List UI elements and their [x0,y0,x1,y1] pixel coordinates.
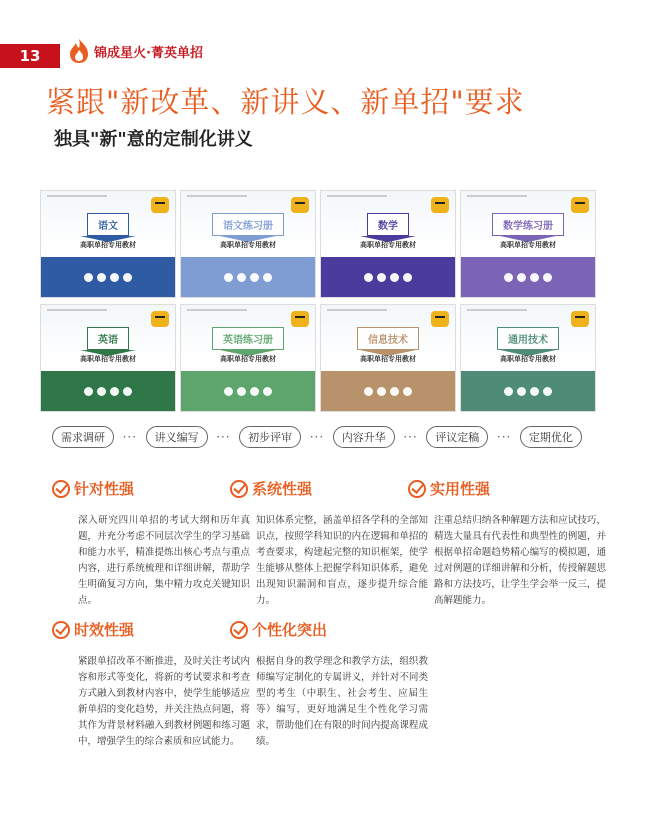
book-label: 高职单招专用教材 [500,355,556,363]
flame-logo-icon [68,38,90,64]
mascot-icon [571,197,589,213]
book-label: 高职单招专用教材 [360,355,416,363]
book-cover [460,190,596,298]
check-circle-icon [230,621,248,639]
feature-body: 知识体系完整，涵盖单招各学科的全部知识点，按照学科知识的内在逻辑和单招的考查要求，构建起完整的知识框架，使学生能够从整体上把握学科知识体系，避免出现知识漏洞和盲点，逐步提升综合能力。 [256,515,428,606]
mascot-icon [291,197,309,213]
book-grid [40,190,596,412]
process-step: 需求调研 [52,426,114,448]
check-circle-icon [230,480,248,498]
feature-body: 紧跟单招改革不断推进，及时关注考试内容和形式等变化，将新的考试要求和考查方式融入到教材内容中，使学生能够适应新单招的变化趋势，并关注热点问题，将其作为背景材料融入到教材例题和练习题中，增强学生的综合素质和应试能力。 [78,656,250,747]
page-number: 13 [0,44,60,68]
cover-color-band [321,371,455,411]
connector-dots: ··· [216,430,231,444]
book-label: 高职单招专用教材 [360,241,416,249]
feature-title: 个性化突出 [252,621,328,639]
main-title: 紧跟"新改革、新讲义、新单招"要求 [46,85,525,119]
mascot-icon [431,311,449,327]
book-cover [40,304,176,412]
cover-color-band [321,257,455,297]
book-label: 高职单招专用教材 [220,355,276,363]
connector-dots: ··· [403,430,418,444]
cover-color-band [41,257,175,297]
book-label: 高职单招专用教材 [80,355,136,363]
connector-dots: ··· [122,430,138,444]
book-subject: 语文 [87,213,129,236]
cover-header-line [187,309,247,311]
mascot-icon [151,197,169,213]
book-subject: 通用技术 [497,327,559,350]
cover-header-line [467,309,527,311]
cover-color-band [181,257,315,297]
process-step: 评议定稿 [426,426,488,448]
check-circle-icon [52,621,70,639]
book-cover [40,190,176,298]
sub-title: 独具"新"意的定制化讲义 [54,129,253,150]
feature-body: 深入研究四川单招的考试大纲和历年真题，并充分考虑不同层次学生的学习基础和能力水平，精准提炼出核心考点与重点内容，进行系统梳理和详细讲解，帮助学生明确复习方向，集中精力攻克关键知识点。 [78,515,250,606]
book-subject: 英语 [87,327,129,350]
check-circle-icon [52,480,70,498]
cover-header-line [327,195,387,197]
feature-body: 注重总结归纳各种解题方法和应试技巧，精选大量具有代表性和典型性的例题，并根据单招命题趋势精心编写的模拟题，通过对例题的详细讲解和分析，传授解题思路和方法技巧，让学生学会举一反三，提高解题能力。 [434,515,606,606]
feature-timely [52,619,250,750]
feature-body: 根据自身的教学理念和教学方法，组织教师编写定制化的专属讲义，并针对不同类型的考生（中职生、社会考生、应届生等）编写，更好地满足生个性化学习需求，帮助他们在有限的时间内提高课程成绩。 [256,656,428,747]
connector-dots: ··· [309,430,325,444]
feature-personalized [230,619,428,750]
book-cover [460,304,596,412]
book-cover [320,304,456,412]
book-cover [180,304,316,412]
cover-header-line [467,195,527,197]
feature-systematic [230,478,428,609]
process-step: 讲义编写 [146,426,208,448]
cover-header-line [47,309,107,311]
mascot-icon [291,311,309,327]
feature-practical [408,478,606,609]
book-subject: 数学 [367,213,409,236]
feature-targeted [52,478,250,609]
book-label: 高职单招专用教材 [500,241,556,249]
book-subject: 语文练习册 [212,213,284,236]
cover-header-line [47,195,107,197]
book-label: 高职单招专用教材 [80,241,136,249]
book-subject: 数学练习册 [492,213,564,236]
feature-title: 系统性强 [252,480,313,498]
feature-title: 实用性强 [430,480,491,498]
cover-color-band [41,371,175,411]
mascot-icon [151,311,169,327]
process-step: 初步评审 [239,426,301,448]
cover-header-line [187,195,247,197]
feature-title: 针对性强 [74,480,135,498]
process-flow [52,426,582,448]
book-subject: 英语练习册 [212,327,284,350]
cover-header-line [327,309,387,311]
cover-color-band [461,257,595,297]
check-circle-icon [408,480,426,498]
book-cover [320,190,456,298]
book-subject: 信息技术 [357,327,419,350]
process-step: 内容升华 [333,426,395,448]
mascot-icon [571,311,589,327]
process-step: 定期优化 [520,426,582,448]
mascot-icon [431,197,449,213]
cover-color-band [181,371,315,411]
book-label: 高职单招专用教材 [220,241,276,249]
brand [68,38,203,64]
cover-color-band [461,371,595,411]
connector-dots: ··· [496,430,512,444]
book-cover [180,190,316,298]
feature-title: 时效性强 [74,621,135,639]
brand-name: 锦成星火·菁英单招 [94,45,203,61]
